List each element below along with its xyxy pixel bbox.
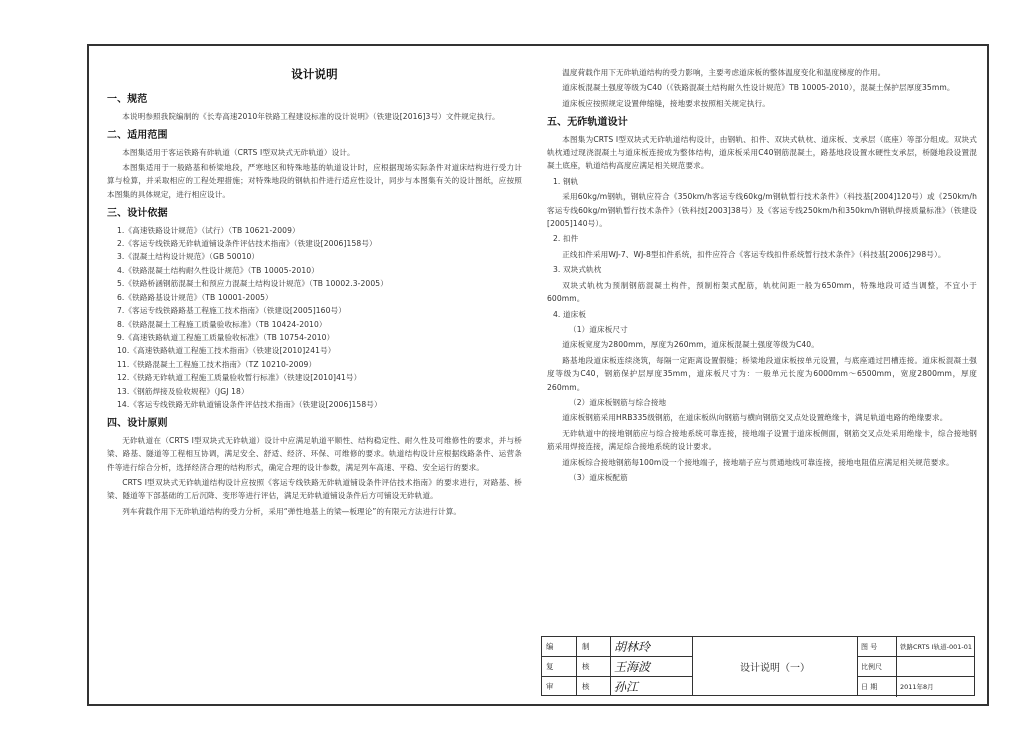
paragraph: 双块式轨枕为预制钢筋混凝土构件，预制桁架式配筋，轨枕间距一般为650mm，特殊地段可适当调整，不宜小于600mm。 [547, 280, 977, 304]
reference-item: 6.《铁路路基设计规范》（TB 10001-2005） [117, 292, 273, 302]
paragraph: 本图集适用于一般路基和桥梁地段，严寒地区和特殊地基的轨道设计时，应根据现场实际条件对道床结构进行受力计算与检算，并采取相应的工程处理措施；对特殊地段的钢轨扣件进行适应性设计，同步与本图集有关的设计图纸，应按照本图集的具体规定，进行相应设计。 [107, 163, 522, 199]
title-block-row [542, 637, 692, 657]
paragraph: CRTS I型双块式无砟轨道结构设计应按照《客运专线铁路无砟轨道铺设条件评估技术指南》的要求进行，对路基、桥梁、隧道等下部基础的工后沉降、变形等进行评估，满足无砟轨道铺设条件后方可铺设无砟轨道。 [107, 477, 522, 501]
row-label: 复 [546, 662, 554, 671]
reference-item: 1.《高速铁路设计规范》（试行）（TB 10621-2009） [117, 225, 300, 235]
info-label: 比例尺 [861, 663, 882, 671]
subsection-heading: 3. 双块式轨枕 [553, 265, 602, 275]
reference-item: 7.《客运专线铁路路基工程施工技术指南》（铁建设[2005]160号） [117, 306, 346, 316]
reference-item: 4.《铁路混凝土结构耐久性设计规范》（TB 10005-2010） [117, 265, 319, 275]
row-label: 编 [546, 642, 554, 651]
row-label: 审 [546, 682, 554, 691]
info-label: 日 期 [861, 683, 878, 691]
info-panel [858, 637, 974, 695]
reference-item: 9.《高速铁路轨道工程施工质量验收标准》（TB 10754-2010） [117, 332, 335, 342]
drawing-number: 铁路CRTS I轨道-001-01 [900, 643, 973, 651]
section-heading: 二、适用范围 [107, 130, 168, 142]
section-heading: 一、规范 [107, 94, 148, 106]
reference-item: 13.《钢筋焊接及验收规程》（JGJ 18） [117, 386, 249, 396]
title-block-row [542, 657, 692, 677]
signature: 孙江 [614, 680, 639, 694]
reference-item: 12.《铁路无砟轨道工程施工质量验收暂行标准》（铁建设[2010]41号） [117, 373, 362, 383]
reference-item: 2.《客运专线铁路无砟轨道铺设条件评估技术指南》（铁建设[2006]158号） [117, 239, 377, 249]
date-value: 2011年8月 [900, 683, 934, 691]
paragraph: 道床板混凝土强度等级为C40（《铁路混凝土结构耐久性设计规范》TB 10005-2010），混凝土保护层厚度35mm。 [562, 83, 955, 93]
right-column [547, 66, 977, 486]
drawing-frame [87, 44, 989, 706]
subsection-heading: 1. 钢轨 [553, 176, 579, 186]
paragraph: 道床板综合接地钢筋每100m设一个接地端子，接地端子应与贯通地线可靠连接，接地电阻值应满足相关规范要求。 [562, 457, 954, 467]
paragraph: 道床板应按照规定设置伸缩缝，接地要求按照相关规定执行。 [562, 98, 770, 108]
section-heading: 四、设计原则 [107, 418, 168, 430]
row-label: 制 [582, 642, 590, 651]
paragraph: 本图集为CRTS I型双块式无砟轨道结构设计，由钢轨、扣件、双块式轨枕、道床板、支承层（底座）等部分组成。双块式轨枕通过现浇混凝土与道床板连接成为整体结构，道床板采用C40钢筋混凝土，路基地段设置水硬性支承层，桥隧地段设置混凝土底座，轨道结构高度应满足相关规范要求。 [547, 134, 977, 171]
reference-item: 14.《客运专线铁路无砟轨道铺设条件评估技术指南》（铁建设[2006]158号） [117, 399, 382, 409]
sheet-title: 设计说明（一） [740, 663, 810, 674]
row-label: 核 [582, 662, 590, 671]
subsection-heading: （3）道床板配筋 [569, 472, 628, 482]
reference-item: 10.《高速铁路轨道工程施工技术指南》（铁建设[2010]241号） [117, 346, 336, 356]
paragraph: 正线扣件采用WJ-7、WJ-8型扣件系统，扣件应符合《客运专线扣件系统暂行技术条件》（科技基[2006]298号）。 [562, 249, 946, 259]
left-column [107, 58, 522, 520]
paragraph: 列车荷载作用下无砟轨道结构的受力分析，采用“弹性地基上的梁—板理论”的有限元方法进行计算。 [122, 506, 462, 516]
sheet-title-cell [692, 637, 858, 695]
paragraph: 本图集适用于客运铁路有砟轨道（CRTS I型双块式无砟轨道）设计。 [122, 147, 355, 157]
info-row [858, 657, 974, 677]
reference-item: 3.《混凝土结构设计规范》（GB 50010） [117, 252, 260, 262]
paragraph: 采用60kg/m钢轨，钢轨应符合《350km/h客运专线60kg/m钢轨暂行技术条件》（科技基[2004]120号）或《250km/h客运专线60kg/m钢轨暂行技术条件》（铁科技[2003]38号）及《客运专线250km/h和350km/h钢轨焊接质量标准》（铁建设[2005]140号）。 [547, 192, 977, 229]
paragraph: 无砟轨道中的接地钢筋应与综合接地系统可靠连接，接地端子设置于道床板侧面，钢筋交叉点处采用绝缘卡，综合接地钢筋采用焊接连接，满足综合接地系统的设计要求。 [547, 428, 977, 452]
signature: 王海波 [614, 660, 651, 674]
reference-item: 5.《铁路桥涵钢筋混凝土和预应力混凝土结构设计规范》（TB 10002.3-2005） [117, 279, 388, 289]
section-heading: 三、设计依据 [107, 208, 168, 220]
paragraph: 道床板钢筋采用HRB335级钢筋，在道床板纵向钢筋与横向钢筋交叉点处设置绝缘卡，满足轨道电路的绝缘要求。 [562, 413, 948, 423]
paragraph: 无砟轨道在（CRTS I型双块式无砟轨道）设计中应满足轨道平顺性、结构稳定性、耐久性及可维修性的要求，并与桥梁、路基、隧道等工程相互协调，满足安全、舒适、经济、环保、可维修的要求。轨道结构设计应根据线路条件、运营条件等进行综合分析，选择经济合理的结构形式，确定合理的设计参数，满足列车高速、平稳、安全运行的要求。 [107, 435, 522, 472]
paragraph: 道床板宽度为2800mm，厚度为260mm，道床板混凝土强度等级为C40。 [562, 340, 819, 350]
subsection-heading: 4. 道床板 [553, 309, 587, 319]
info-label: 图 号 [861, 643, 878, 651]
subsection-heading: （1）道床板尺寸 [569, 324, 628, 334]
paragraph: 本说明参照我院编制的《长寿高速2010年铁路工程建设标准的设计说明》（铁建设[2016]3号）文件规定执行。 [122, 111, 500, 121]
section-heading: 五、无砟轨道设计 [547, 117, 628, 129]
reference-item: 8.《铁路混凝土工程施工质量验收标准》（TB 10424-2010） [117, 319, 327, 329]
row-label: 核 [582, 682, 590, 691]
info-row [858, 677, 974, 697]
paragraph: 温度荷载作用下无砟轨道结构的受力影响，主要考虑道床板的整体温度变化和温度梯度的作用。 [562, 68, 886, 77]
info-row [858, 637, 974, 657]
subsection-heading: （2）道床板钢筋与综合接地 [569, 397, 667, 407]
document-title: 设计说明 [291, 67, 338, 81]
title-block-row [542, 677, 692, 697]
subsection-heading: 2. 扣件 [553, 234, 579, 244]
signature: 胡林玲 [614, 640, 651, 654]
signature-panel [542, 637, 692, 695]
title-block [541, 636, 975, 696]
reference-item: 11.《铁路混凝土工程施工技术指南》（TZ 10210-2009） [117, 359, 317, 369]
paragraph: 路基地段道床板连续浇筑，每隔一定距离设置假缝；桥梁地段道床板按单元设置，与底座通过凹槽连接。道床板混凝土强度等级为C40，钢筋保护层厚度35mm，道床板尺寸为：一般单元长度为6000mm～6500mm，宽度2800mm，厚度260mm。 [547, 355, 977, 392]
